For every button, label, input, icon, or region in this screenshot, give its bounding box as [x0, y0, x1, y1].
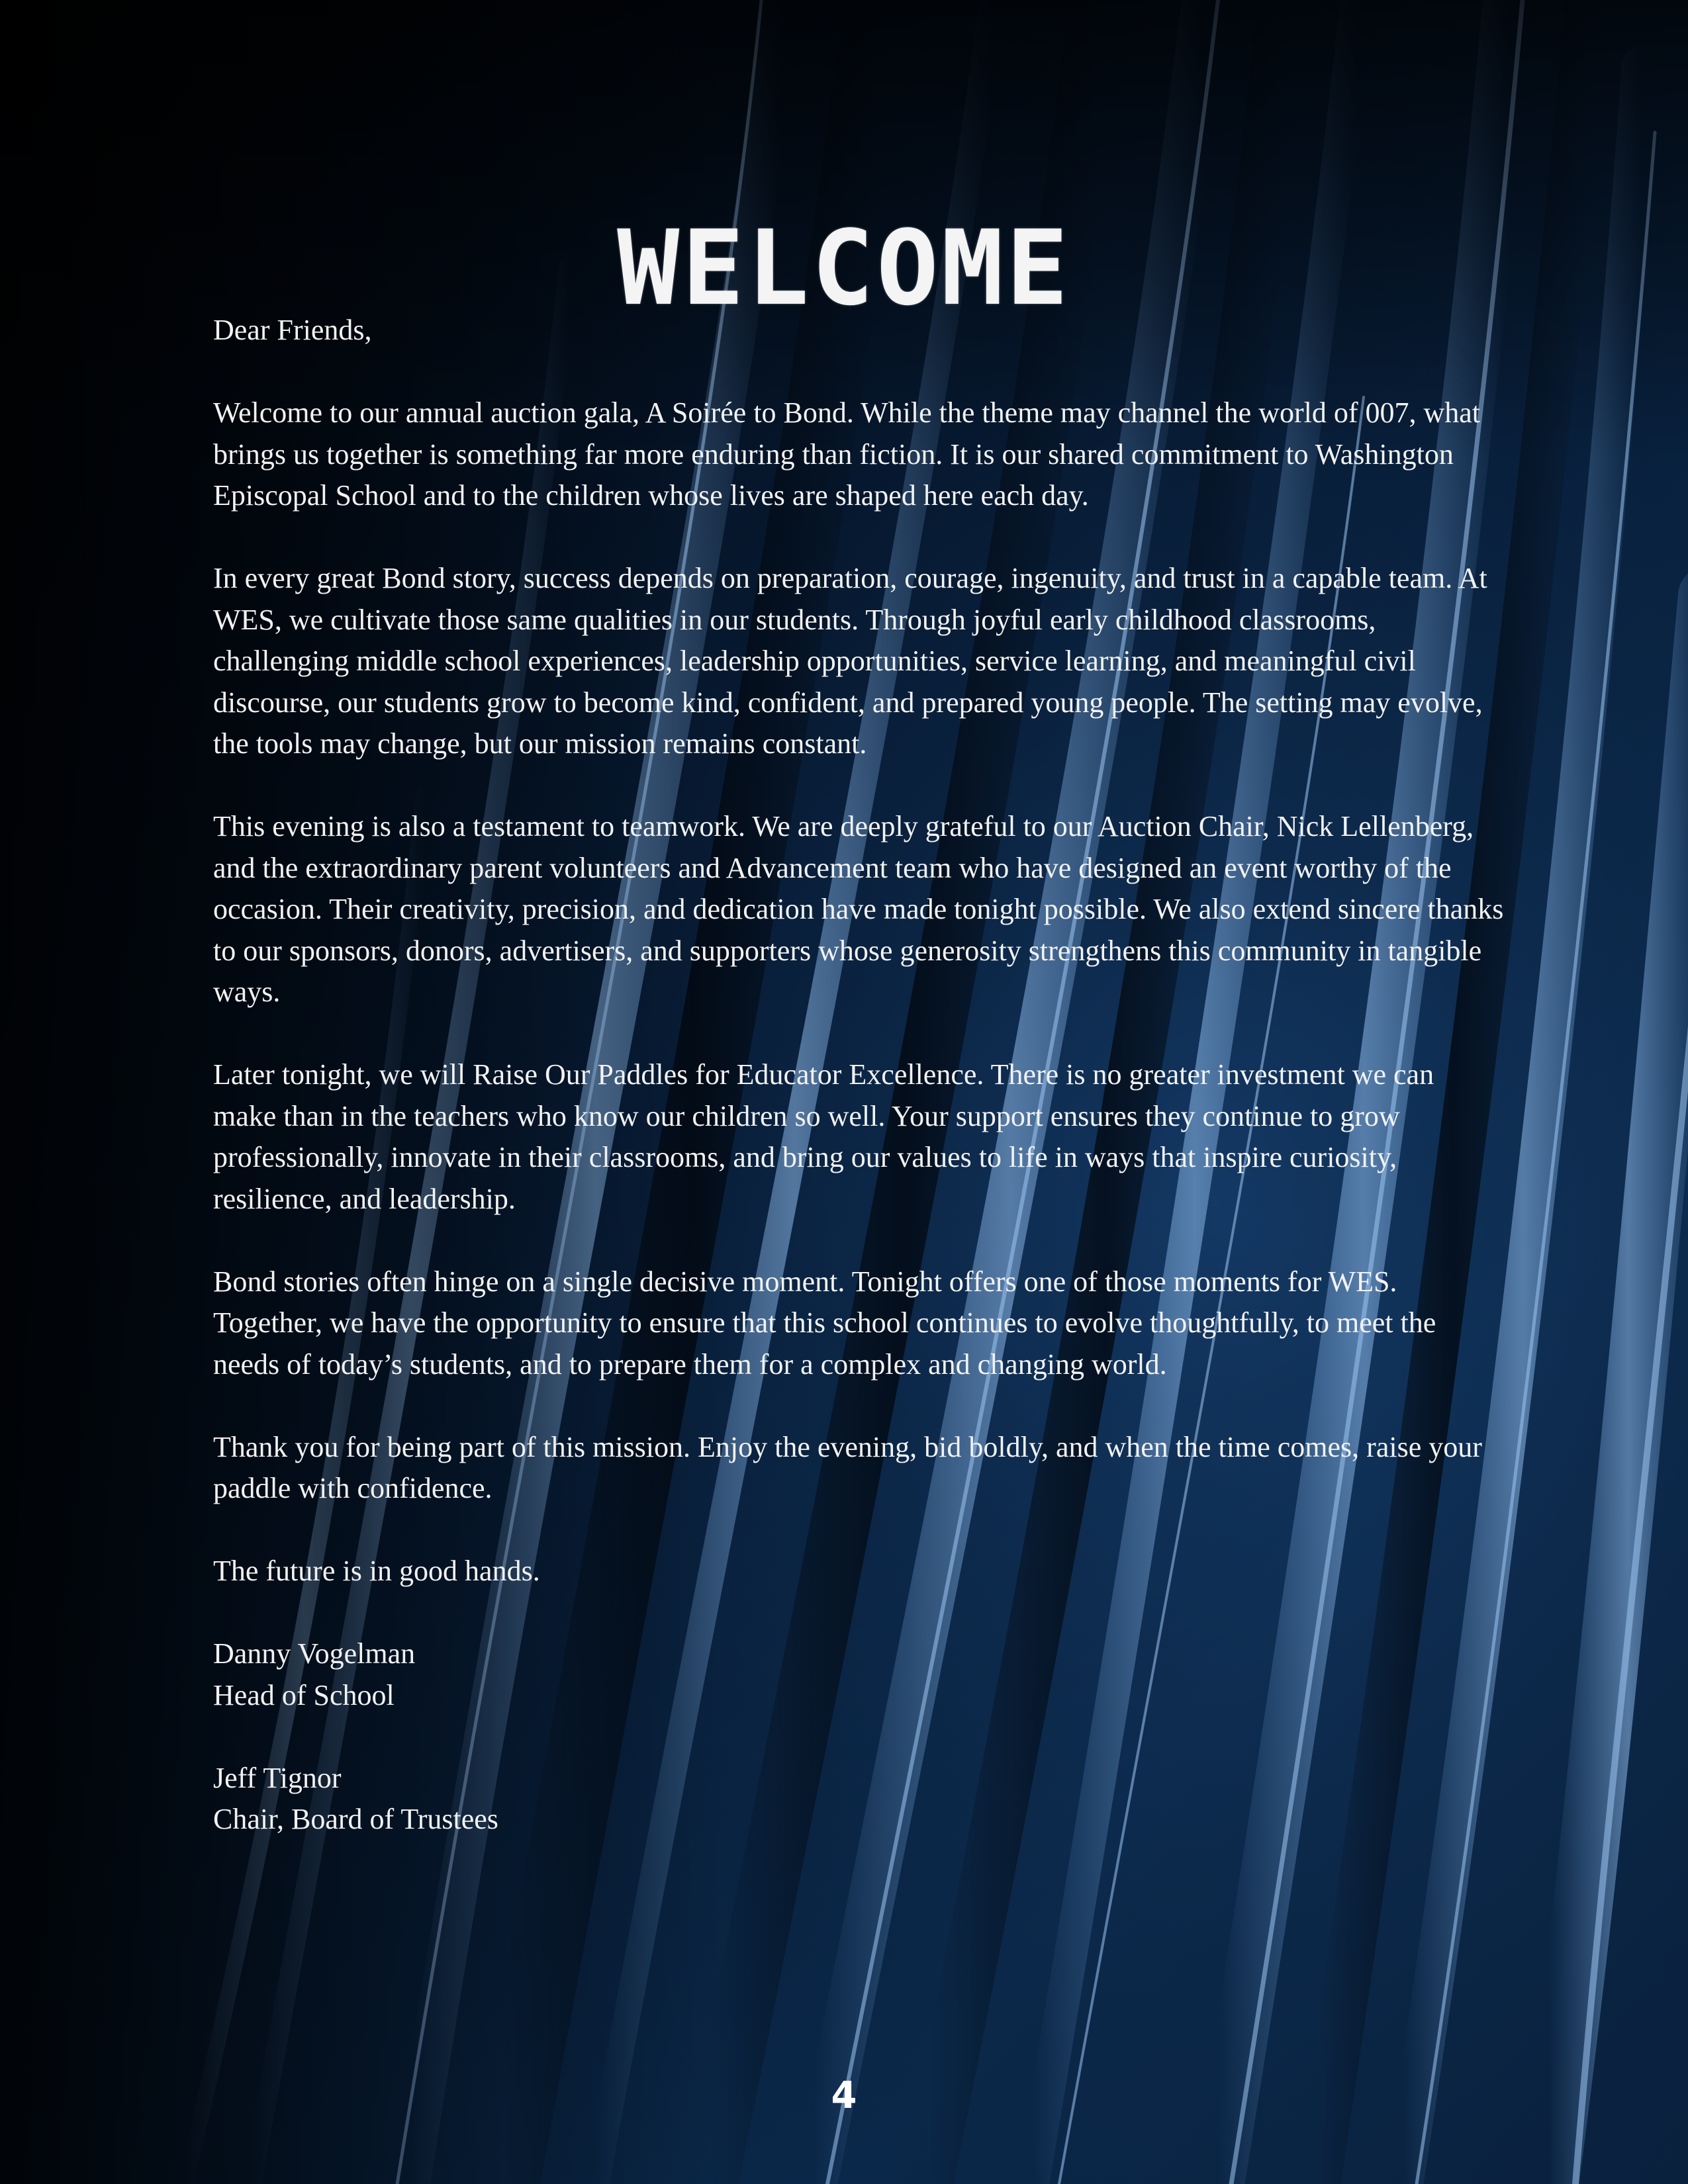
letter-paragraph: This evening is also a testament to teamwork. We are deeply grateful to our Auction Chair, Nick Lellenberg, and the extraordinary parent volunteers and Advancement team who have designed an event worthy of the occasion. Their creativity, precision, and dedication have made tonight possible. We also extend sincere thanks to our sponsors, donors, advertisers, and supporters whose generosity strengthens this community in tangible ways.	[213, 810, 1504, 1008]
page-number: 4	[831, 2074, 857, 2117]
welcome-letter	[213, 310, 1504, 1882]
letter-paragraph: Welcome to our annual auction gala, A Soirée to Bond. While the theme may channel the world of 007, what brings us together is something far more enduring than fiction. It is our shared commitment to Washington Episcopal School and to the children whose lives are shaped here each day.	[213, 396, 1481, 512]
closing-line: The future is in good hands.	[213, 1555, 540, 1587]
signature-block	[213, 1633, 1504, 1716]
letter-paragraph: In every great Bond story, success depends on preparation, courage, ingenuity, and trust in a capable team. At WES, we cultivate those same qualities in our students. Through joyful early childhood classrooms, challenging middle school experiences, leadership opportunities, service learning, and meaningful civil discourse, our students grow to become kind, confident, and prepared young people. The setting may evolve, the tools may change, but our mission remains constant.	[213, 562, 1487, 760]
page-title: WELCOME	[617, 208, 1071, 328]
signature-block	[213, 1758, 1504, 1841]
salutation: Dear Friends,	[213, 314, 372, 346]
signatory-role: Head of School	[213, 1678, 395, 1711]
signatory-name: Jeff Tignor	[213, 1761, 342, 1794]
letter-paragraph: Later tonight, we will Raise Our Paddles for Educator Excellence. There is no greater investment we can make than in the teachers who know our children so well. Your support ensures they continue to grow professionally, innovate in their classrooms, and bring our values to life in ways that inspire curiosity, resilience, and leadership.	[213, 1058, 1434, 1215]
letter-paragraph: Thank you for being part of this mission. Enjoy the evening, bid boldly, and when the time comes, raise your paddle with confidence.	[213, 1430, 1482, 1504]
signatory-name: Danny Vogelman	[213, 1637, 416, 1670]
letter-paragraph: Bond stories often hinge on a single decisive moment. Tonight offers one of those moments for WES. Together, we have the opportunity to ensure that this school continues to evolve thoughtfully, to meet the needs of today’s students, and to prepare them for a complex and changing world.	[213, 1265, 1436, 1381]
signatory-role: Chair, Board of Trustees	[213, 1803, 498, 1835]
